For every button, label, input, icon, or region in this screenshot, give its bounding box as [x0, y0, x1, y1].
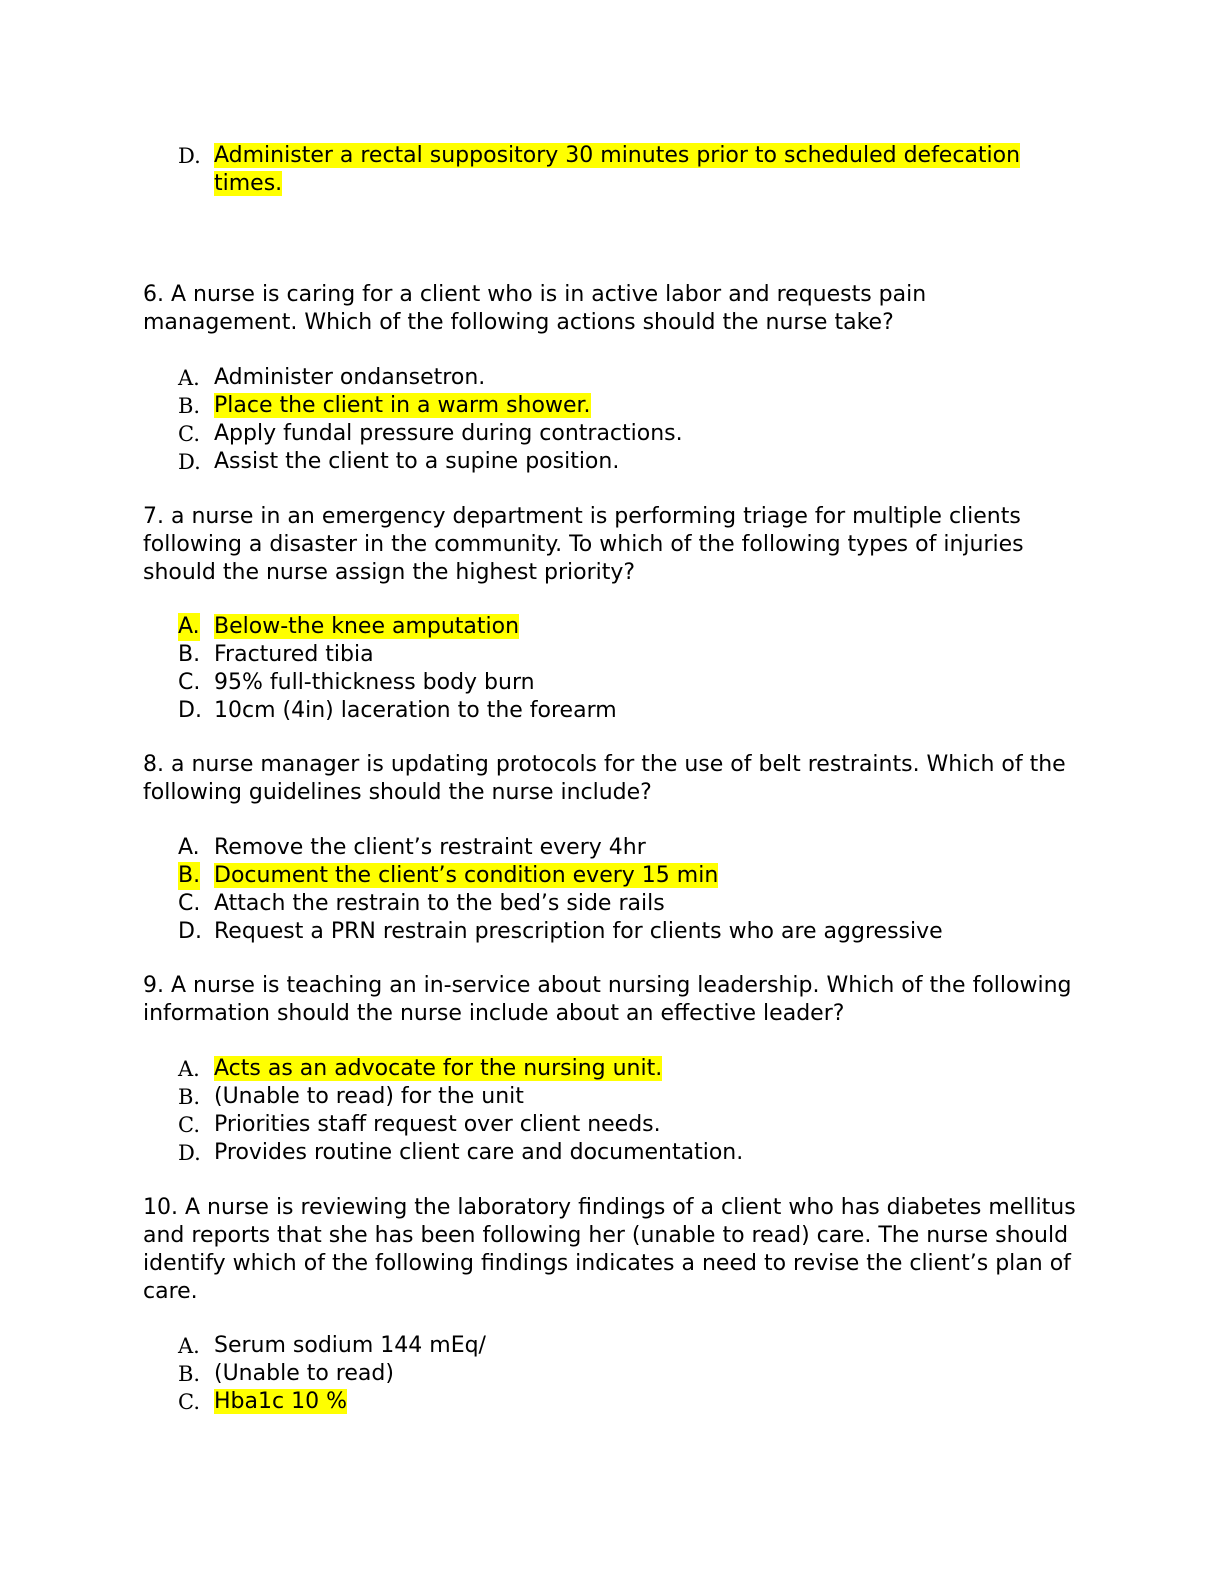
option-item [143, 420, 1083, 448]
option-letter: C. [178, 422, 200, 446]
option-text: 95% full-thickness body burn [214, 670, 535, 695]
option-letter: D. [178, 144, 201, 168]
option-text: Priorities staff request over client needs. [214, 1112, 661, 1137]
option-letter: B. [178, 1085, 201, 1109]
option-letter: C. [178, 1390, 200, 1414]
question-9-text: 9. A nurse is teaching an in-service about nursing leadership. Which of the following information should the nurse include about an effective leader? [143, 973, 1079, 1026]
option-item [143, 834, 1083, 862]
option-letter: D. [178, 450, 201, 474]
option-letter: B. [178, 863, 201, 888]
option-text-highlighted: Place the client in a warm shower. [214, 393, 591, 418]
option-item [143, 697, 1083, 725]
option-item [143, 1139, 1083, 1167]
option-text: 10cm (4in) laceration to the forearm [214, 698, 617, 723]
option-letter: A. [178, 614, 200, 639]
option-letter: B. [178, 642, 201, 667]
question-8-options [143, 834, 1083, 946]
option-letter: C. [178, 891, 201, 916]
option-text-highlighted: Acts as an advocate for the nursing unit. [214, 1056, 663, 1081]
option-letter: C. [178, 670, 201, 695]
option-letter: A. [178, 366, 200, 390]
option-item [143, 613, 1083, 641]
option-text: Fractured tibia [214, 642, 374, 667]
question-8-text: 8. a nurse manager is updating protocols for the use of belt restraints. Which of the following guidelines should the nurse include? [143, 752, 1073, 805]
option-text-highlighted: Below-the knee amputation [214, 614, 520, 639]
option-text: Assist the client to a supine position. [214, 449, 620, 474]
question-6-options [143, 364, 1083, 476]
option-item [143, 1083, 1083, 1111]
option-text: Administer ondansetron. [214, 365, 486, 390]
option-item [143, 142, 1083, 198]
option-item [143, 1360, 1083, 1388]
option-text: Remove the client’s restraint every 4hr [214, 835, 646, 860]
option-letter: D. [178, 1141, 201, 1165]
question-10-text: 10. A nurse is reviewing the laboratory findings of a client who has diabetes mellitus and reports that she has been following her (unable to read) care. The nurse should identify which of the following findings indicates a need to revise the client’s plan of care. [143, 1195, 1083, 1304]
option-item [143, 392, 1083, 420]
option-item [143, 1111, 1083, 1139]
option-letter: D. [178, 698, 202, 723]
option-item [143, 669, 1083, 697]
option-item [143, 1055, 1083, 1083]
option-letter: A. [178, 1057, 200, 1081]
option-text-highlighted: Hba1c 10 % [214, 1389, 347, 1414]
option-letter: D. [178, 919, 202, 944]
option-item [143, 1332, 1083, 1360]
option-letter: B. [178, 394, 201, 418]
option-text: Attach the restrain to the bed’s side rails [214, 891, 665, 916]
option-letter: A. [178, 1334, 200, 1358]
question-10-options [143, 1332, 1083, 1416]
option-item [143, 890, 1083, 918]
option-text-highlighted: Document the client’s condition every 15 min [214, 863, 719, 888]
question-7-text: 7. a nurse in an emergency department is performing triage for multiple clients following a disaster in the community. To which of the following types of injuries should the nurse assign the highest priority? [143, 504, 1031, 585]
option-text: Request a PRN restrain prescription for clients who are aggressive [214, 919, 943, 944]
option-text: Provides routine client care and documentation. [214, 1140, 744, 1165]
option-item [143, 1388, 1083, 1416]
option-text: (Unable to read) [214, 1361, 394, 1386]
option-letter: A. [178, 835, 200, 860]
option-letter: C. [178, 1113, 200, 1137]
option-text: (Unable to read) for the unit [214, 1084, 524, 1109]
option-item [143, 862, 1083, 890]
option-item [143, 918, 1083, 946]
option-letter: B. [178, 1362, 201, 1386]
carryover-options [143, 142, 1083, 198]
option-text-highlighted: Administer a rectal suppository 30 minutes prior to scheduled defecation times. [214, 143, 1021, 196]
option-item [143, 448, 1083, 476]
option-text: Serum sodium 144 mEq/ [214, 1333, 486, 1358]
option-text: Apply fundal pressure during contractions. [214, 421, 683, 446]
question-6-text: 6. A nurse is caring for a client who is in active labor and requests pain management. Which of the following actions should the nurse take? [143, 282, 934, 335]
option-item [143, 641, 1083, 669]
option-item [143, 364, 1083, 392]
question-9-options [143, 1055, 1083, 1167]
question-7-options [143, 613, 1083, 725]
